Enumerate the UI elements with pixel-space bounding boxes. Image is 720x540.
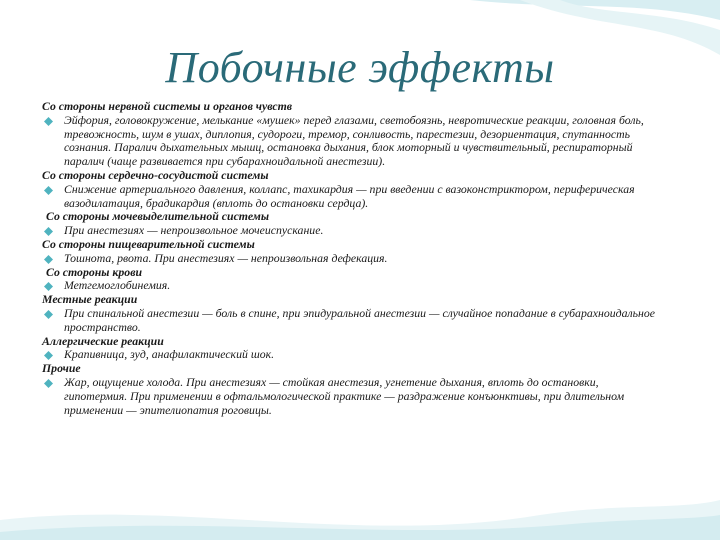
list-item-text: Крапивница, зуд, анафилактический шок.	[64, 347, 275, 362]
list-item	[42, 114, 664, 169]
diamond-bullet-icon	[44, 310, 53, 319]
list-item	[42, 307, 664, 335]
section-heading: Со стороны сердечно-сосудистой системы	[42, 167, 269, 182]
slide-content	[42, 100, 664, 417]
list-item-text: Метгемоглобинемия.	[64, 278, 171, 293]
diamond-bullet-icon	[44, 351, 53, 360]
section-heading: Со стороны нервной системы и органов чувств	[42, 99, 293, 113]
diamond-bullet-icon	[44, 227, 53, 236]
diamond-bullet-icon	[44, 255, 53, 264]
list-item-text: Снижение артериального давления, коллапс, тахикардия — при введении с вазоконстриктором, периферическая вазодилатация, брадикардия (вплоть до остановки сердца).	[64, 181, 635, 210]
diamond-bullet-icon	[44, 186, 53, 195]
list-item	[42, 224, 664, 238]
section-heading: Со стороны пищеварительной системы	[42, 236, 255, 251]
section-heading: Со стороны крови	[46, 264, 143, 279]
section-heading: Аллергические реакции	[42, 333, 164, 348]
list-item	[42, 252, 664, 266]
section-heading: Прочие	[42, 361, 81, 376]
list-item	[42, 279, 664, 293]
list-item-text: При спинальной анестезии — боль в спине, при эпидуральной анестезии — случайное попадание в субарахноидальное пространство.	[64, 305, 656, 334]
section-heading: Со стороны мочевыделительной системы	[46, 209, 270, 224]
list-item-text: При анестезиях — непроизвольное мочеиспускание.	[64, 223, 324, 238]
list-item	[42, 376, 664, 417]
diamond-bullet-icon	[44, 282, 53, 291]
list-item	[42, 348, 664, 362]
section-heading: Местные реакции	[42, 292, 138, 307]
list-item-text: Жар, ощущение холода. При анестезиях — стойкая анестезия, угнетение дыхания, вплоть до остановки, гипотермия. При применении в офтальмологической практике — раздражение конъюнктивы, при длительном применении — эпителиопатия роговицы.	[64, 374, 625, 417]
diamond-bullet-icon	[44, 379, 53, 388]
list-item-text: Эйфория, головокружение, мелькание «мушек» перед глазами, светобоязнь, невротические реакции, головная боль, тревожность, шум в ушах, диплопия, судороги, тремор, сонливость, парестезии, дезориентация, спутанность сознания. Паралич дыхательных мышц, остановка дыхания, блок моторный и чувствительный, респираторный паралич (чаще развивается при субарахноидальной анестезии).	[64, 112, 644, 169]
list-item	[42, 183, 664, 211]
diamond-bullet-icon	[44, 117, 53, 126]
slide-title: Побочные эффекты	[165, 43, 555, 92]
list-item-text: Тошнота, рвота. При анестезиях — непроизвольная дефекация.	[64, 250, 388, 265]
